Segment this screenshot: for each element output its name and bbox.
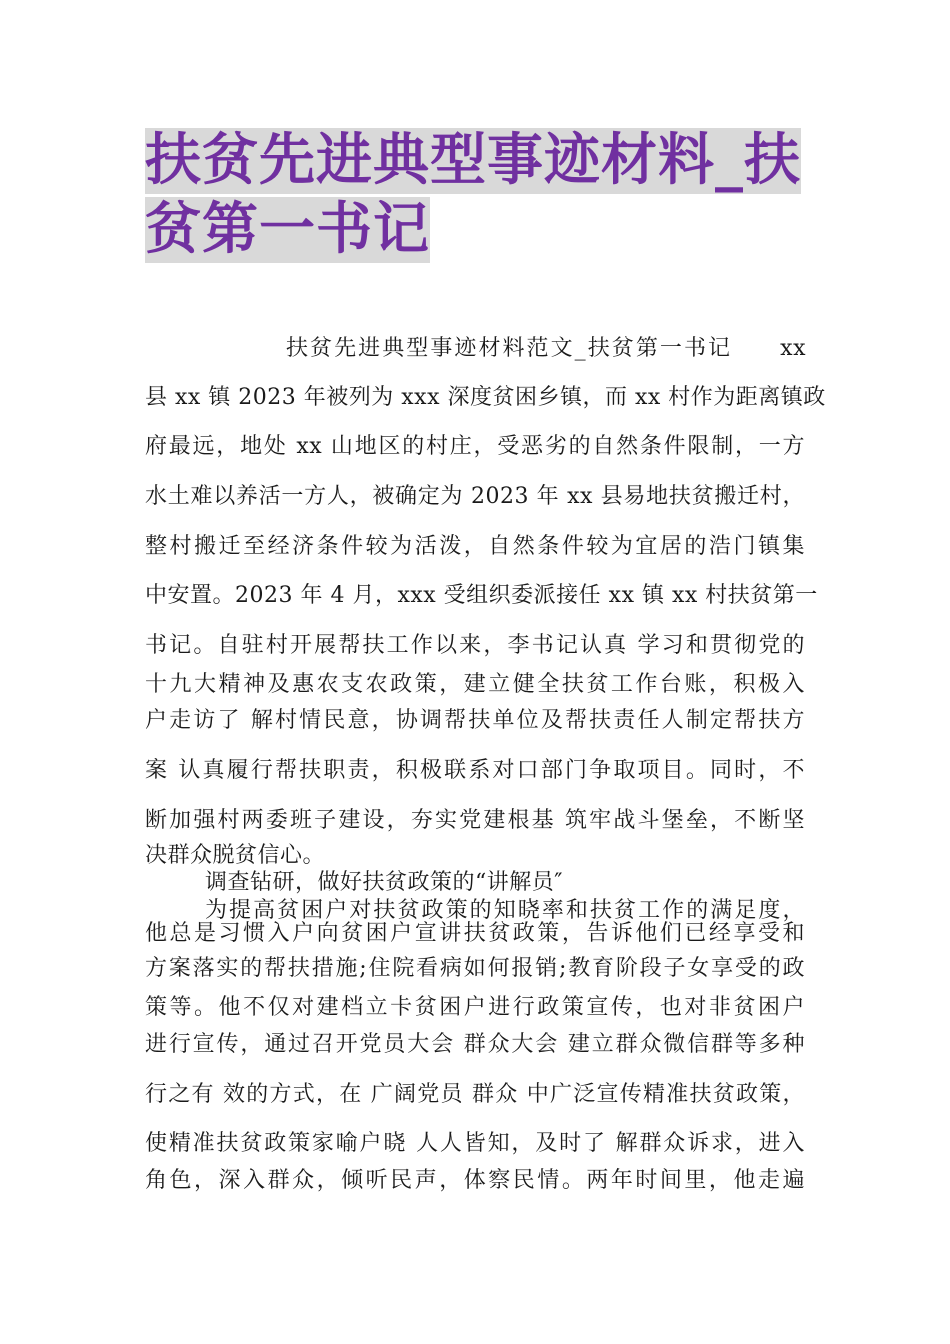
- body-line: 书记。自驻村开展帮扶工作以来，李书记认真 学习和贯彻党的: [145, 633, 805, 658]
- body-line: 他总是习惯入户向贫困户宣讲扶贫政策，告诉他们已经享受和: [145, 921, 805, 946]
- body-line: 县 xx 镇 2023 年被列为 xxx 深度贫困乡镇，而 xx 村作为距离镇政: [145, 385, 826, 410]
- body-line: 中安置。2023 年 4 月，xxx 受组织委派接任 xx 镇 xx 村扶贫第一: [145, 583, 818, 608]
- section-heading: 调查钻研，做好扶贫政策的“讲解员″: [205, 870, 563, 895]
- body-line: 水土难以养活一方人，被确定为 2023 年 xx 县易地扶贫搬迁村，: [145, 484, 805, 509]
- body-line: 户走访了 解村情民意，协调帮扶单位及帮扶责任人制定帮扶方: [145, 708, 805, 733]
- body-line: 断加强村两委班子建设，夯实党建根基 筑牢战斗堡垒，不断坚: [145, 808, 805, 833]
- body-line: 决群众脱贫信心。: [145, 843, 326, 868]
- title-line-2: 贫第一书记: [145, 197, 430, 262]
- body-line: 扶贫先进典型事迹材料范文_扶贫第一书记 xx: [286, 336, 806, 361]
- document-title: [145, 128, 825, 263]
- body-line: 整村搬迁至经济条件较为活泼，自然条件较为宜居的浩门镇集: [145, 534, 805, 559]
- body-line: 使精准扶贫政策家喻户晓 人人皆知，及时了 解群众诉求，进入: [145, 1131, 805, 1156]
- body-line: 进行宣传，通过召开党员大会 群众大会 建立群众微信群等多种: [145, 1032, 805, 1057]
- body-line: 府最远，地处 xx 山地区的村庄，受恶劣的自然条件限制，一方: [145, 434, 805, 459]
- body-line: 策等。他不仅对建档立卡贫困户进行政策宣传，也对非贫困户: [145, 995, 805, 1020]
- body-line: 方案落实的帮扶措施;住院看病如何报销;教育阶段子女享受的政: [145, 956, 805, 981]
- body-line: 为提高贫困户对扶贫政策的知晓率和扶贫工作的满足度，: [205, 898, 805, 923]
- body-line: 案 认真履行帮扶职责，积极联系对口部门争取项目。同时，不: [145, 758, 805, 783]
- body-line: 行之有 效的方式，在 广阔党员 群众 中广泛宣传精准扶贫政策，: [145, 1082, 805, 1107]
- title-line-1: 扶贫先进典型事迹材料_扶: [145, 128, 801, 193]
- body-line: 十九大精神及惠农支农政策，建立健全扶贫工作台账，积极入: [145, 672, 805, 697]
- body-line: 角色，深入群众，倾听民声，体察民情。两年时间里，他走遍: [145, 1168, 805, 1193]
